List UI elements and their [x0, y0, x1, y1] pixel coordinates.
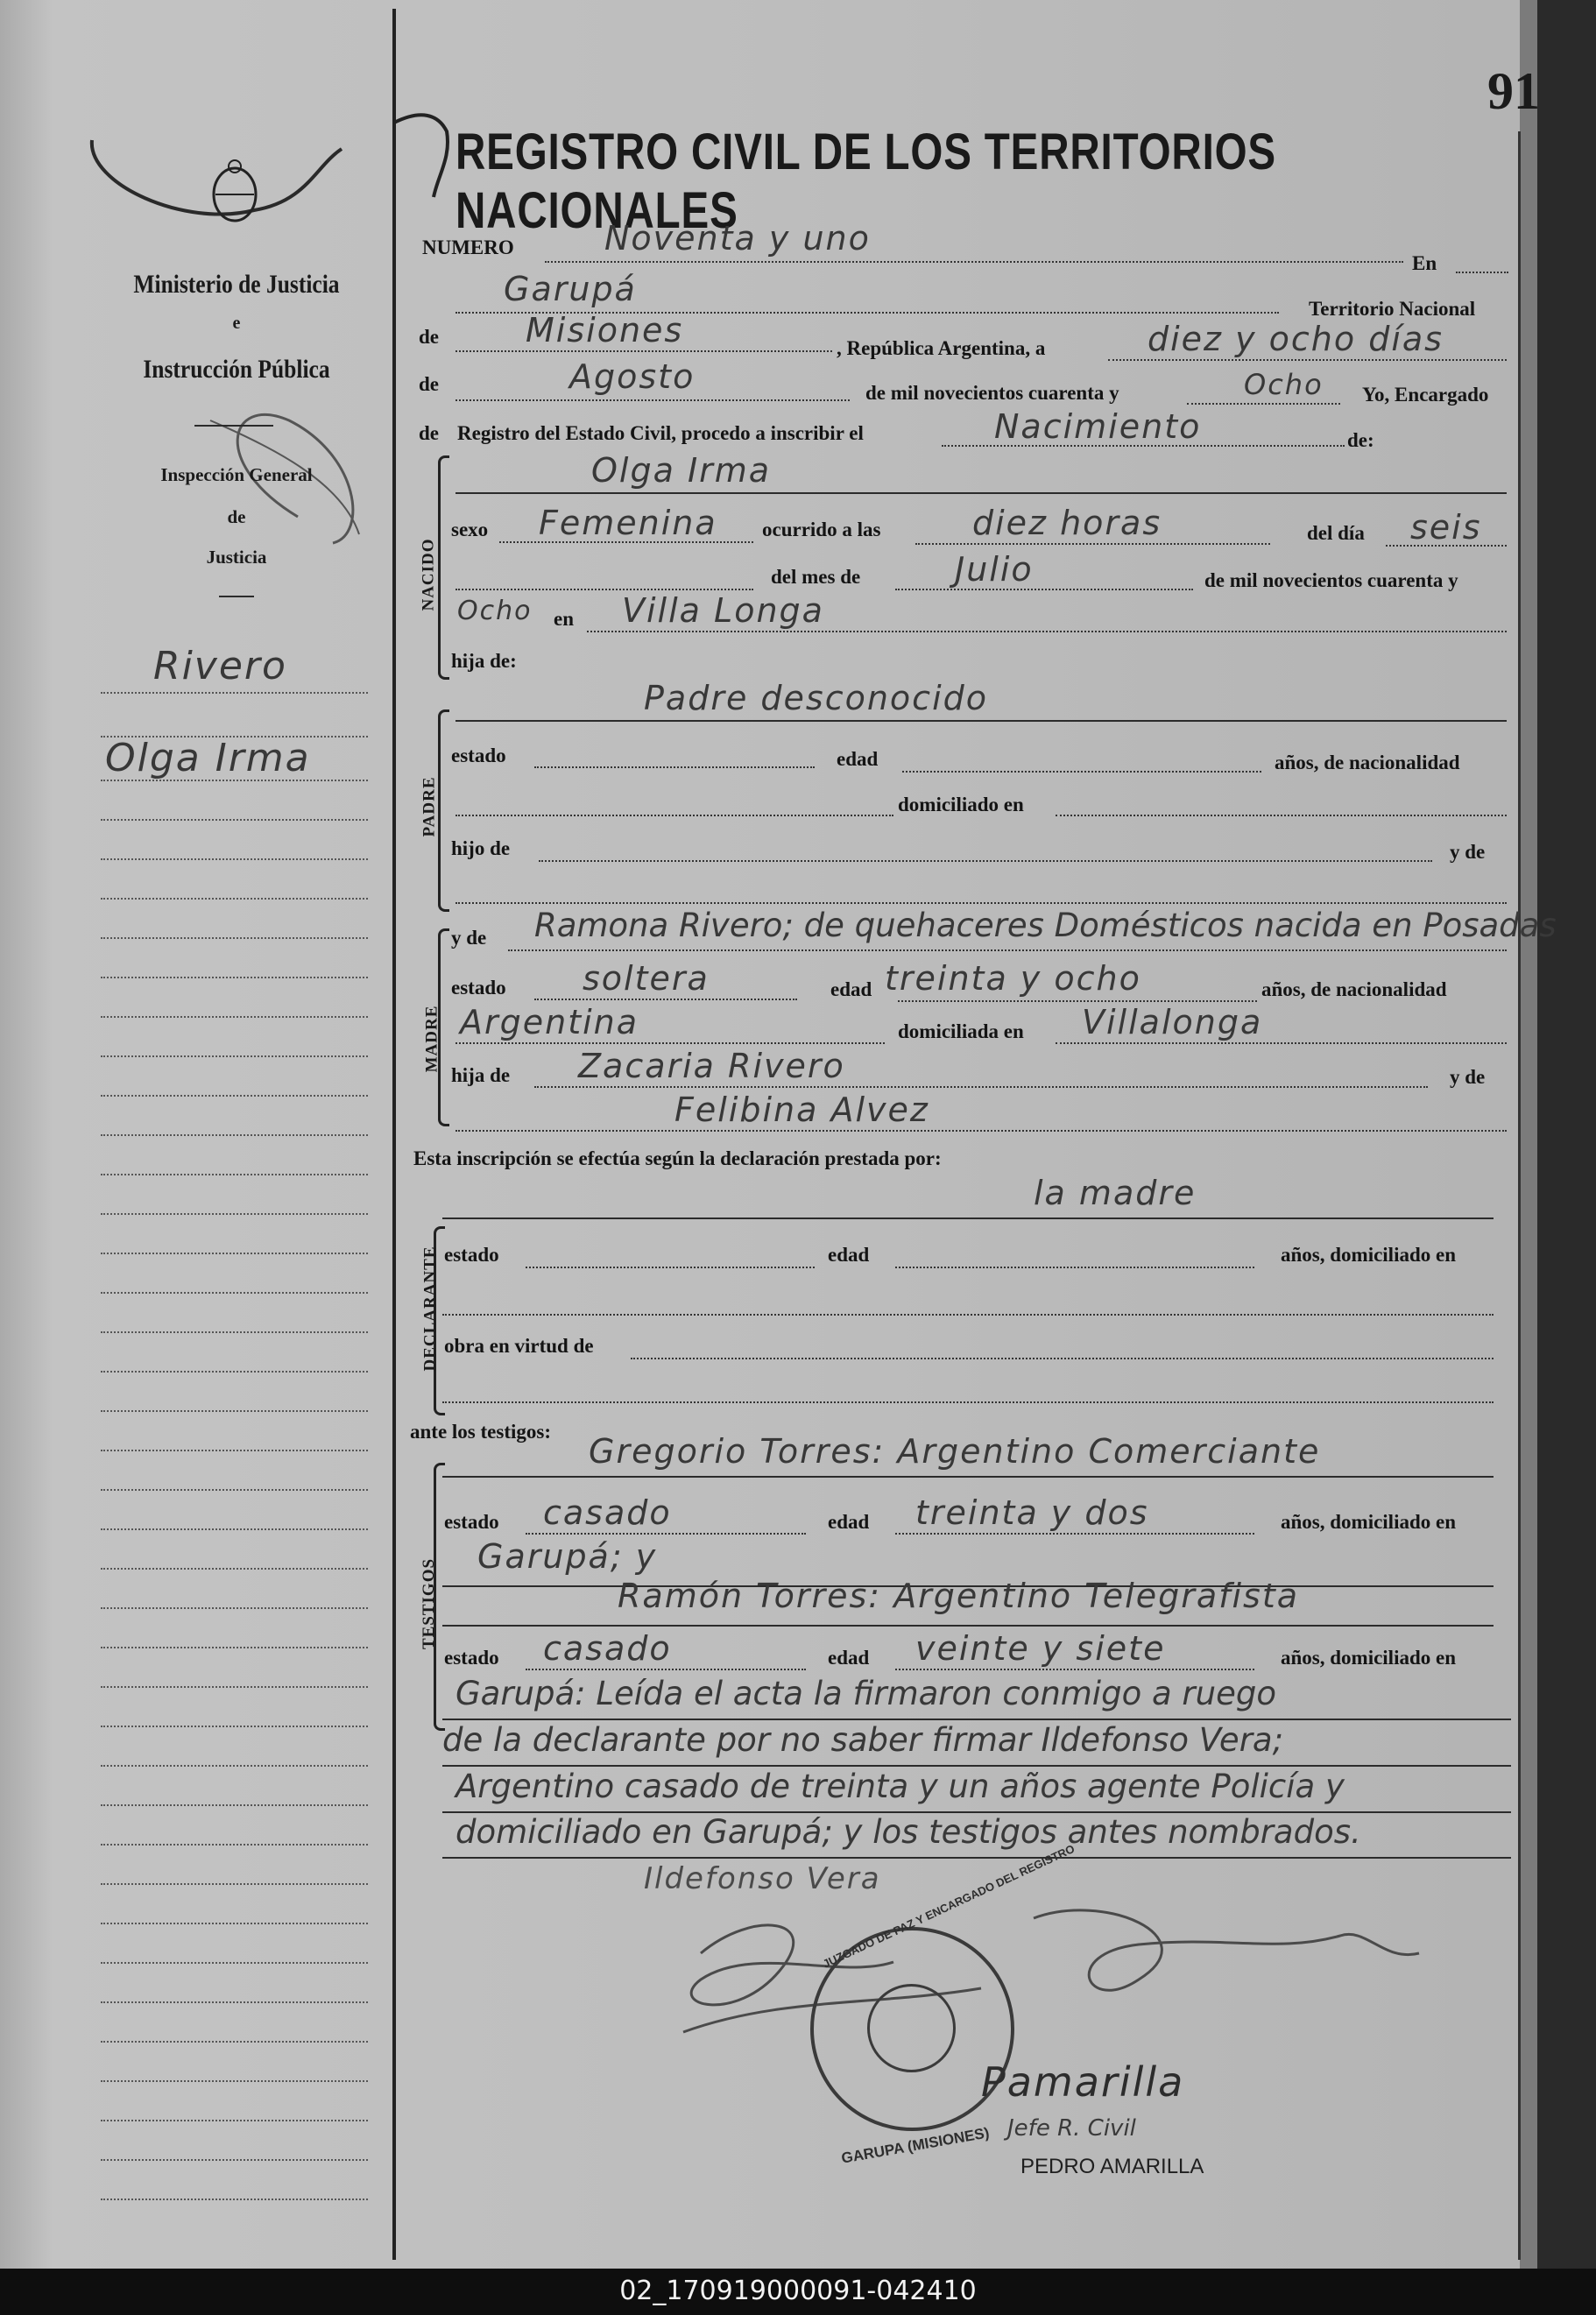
sexo-label: sexo [451, 519, 489, 540]
ministry-line-3: Instrucción Pública [143, 355, 330, 384]
testigo2-value: Ramón Torres: Argentino Telegrafista [618, 1577, 1300, 1615]
closing-line-4: domiciliado en Garupá; y los testigos antes nombrados. [455, 1813, 1361, 1851]
birth-year-label: de mil novecientos cuarenta y [1204, 569, 1458, 591]
de-label-1: de [419, 326, 439, 348]
stamp-place: GARUPA (MISIONES) [840, 2124, 991, 2167]
act-value: Nacimiento [994, 407, 1202, 446]
madre-edad-value: treinta y ocho [885, 959, 1141, 998]
madre-domiciliada-label: domiciliada en [898, 1020, 1024, 1042]
padre-hijo-de-label: hijo de [451, 837, 511, 859]
del-mes-label: del mes de [771, 566, 861, 588]
madre-estado-value: soltera [583, 959, 710, 998]
territory-value: Misiones [526, 311, 684, 349]
testigo2-edad-label: edad [828, 1647, 870, 1669]
padre-edad-label: edad [837, 748, 879, 770]
officer-name: PEDRO AMARILLA [1020, 2155, 1204, 2178]
registro-label: Registro del Estado Civil, procedo a inscribir el [457, 422, 864, 444]
book-spine [1537, 0, 1596, 2269]
sexo-value: Femenina [539, 504, 717, 542]
year-value: Ocho [1244, 368, 1324, 401]
birth-year-value: Ocho [457, 596, 533, 626]
en-label: En [1412, 252, 1437, 274]
testigo1-edad-value: treinta y dos [915, 1493, 1149, 1532]
madre-nacionalidad-label: años, de nacionalidad [1261, 978, 1447, 1000]
declarante-label: DECLARANTE [420, 1246, 440, 1372]
closing-line-2: de la declarante por no saber firmar Ildefonso Vera; [442, 1721, 1284, 1759]
page-number: 91 [1487, 62, 1540, 120]
testigo2-estado-label: estado [444, 1647, 499, 1669]
inspection-line-3: Justicia [206, 547, 267, 568]
madre-value: Ramona Rivero; de quehaceres Domésticos nacida en Posadas [534, 907, 1557, 944]
nacido-brace [438, 455, 449, 680]
declarante-estado-label: estado [444, 1244, 499, 1266]
officer-signature: Pamarilla [981, 2058, 1185, 2106]
month-value: Agosto [569, 357, 696, 396]
margin-hook-stroke [385, 105, 455, 201]
place-value: Garupá [504, 270, 637, 308]
padre-y-de-label: y de [1450, 841, 1486, 863]
inspection-line-1: Inspección General [160, 464, 313, 485]
page-edge [1520, 0, 1537, 2269]
encargado-label: Yo, Encargado [1362, 384, 1489, 406]
birth-day-value: seis [1410, 508, 1482, 547]
padre-estado-label: estado [451, 745, 506, 766]
closing-line-1: Garupá: Leída el acta la firmaron conmigo a ruego [455, 1675, 1276, 1712]
document-title: REGISTRO CIVIL DE LOS TERRITORIOS NACIONALES [455, 124, 1276, 239]
testigo1-edad-label: edad [828, 1511, 870, 1533]
birth-place-value: Villa Longa [622, 591, 824, 630]
year-label: de mil novecientos cuarenta y [865, 382, 1119, 404]
numero-value: Noventa y uno [604, 219, 871, 258]
stamp-text: JUZGADO DE PAZ Y ENCARGADO DEL REGISTRO [820, 1841, 1077, 1971]
en-small-label: en [554, 608, 574, 630]
numero-label: NUMERO [422, 236, 514, 258]
padre-name: Padre desconocido [644, 679, 988, 717]
hour-value: diez horas [972, 504, 1162, 542]
testigo2-estado-value: casado [543, 1629, 672, 1668]
republica-label: , República Argentina, a [837, 337, 1046, 359]
madre-edad-label: edad [830, 978, 872, 1000]
birth-month-value: Julio [955, 550, 1034, 589]
madre-hija-de-label: hija de [451, 1064, 511, 1086]
testigo1-value: Gregorio Torres: Argentino Comerciante [589, 1432, 1321, 1471]
child-name: Olga Irma [591, 451, 772, 490]
declaracion-label: Esta inscripción se efectúa según la declaración prestada por: [413, 1147, 942, 1169]
testigo1-estado-label: estado [444, 1511, 499, 1533]
coat-of-arms-icon [207, 158, 263, 228]
ministry-rule [194, 425, 273, 427]
day-value: diez y ocho días [1148, 320, 1444, 358]
obra-label: obra en virtud de [444, 1335, 594, 1357]
signature-vera: Ildefonso Vera [644, 1861, 881, 1896]
padre-label: PADRE [420, 776, 439, 837]
registro-prefix: de [419, 422, 439, 444]
ministry-line-2: e [232, 314, 241, 333]
margin-surname: Rivero [153, 644, 287, 688]
testigo1-domicilio-value: Garupá; y [477, 1537, 658, 1576]
madre-y-de-label: y de [451, 927, 487, 949]
hija-de-label: hija de: [451, 650, 517, 672]
padre-brace [438, 709, 449, 912]
madre-estado-label: estado [451, 977, 506, 999]
footer-id: 02_170919000091-042410 [619, 2276, 977, 2306]
abuelo-value: Zacaria Rivero [578, 1047, 845, 1085]
testigo2-edad-value: veinte y siete [915, 1629, 1166, 1668]
padre-nacionalidad-label: años, de nacionalidad [1275, 752, 1460, 773]
territorio-label: Territorio Nacional [1309, 298, 1476, 320]
inspection-rule [219, 596, 254, 597]
declarante-value: la madre [1034, 1174, 1197, 1212]
testigos-intro: ante los testigos: [410, 1421, 551, 1443]
testigo1-domiciliado-label: años, domiciliado en [1281, 1511, 1457, 1533]
testigo2-domiciliado-label: años, domiciliado en [1281, 1647, 1457, 1669]
madre-label: MADRE [422, 1005, 441, 1073]
officer-title: Jefe R. Civil [1007, 2115, 1136, 2142]
right-rule [1518, 131, 1521, 2260]
declarante-domiciliado-label: años, domiciliado en [1281, 1244, 1457, 1266]
margin-divider [392, 9, 396, 2260]
margin-given-names: Olga Irma [105, 736, 311, 780]
testigo1-estado-value: casado [543, 1493, 672, 1532]
witness-signatures [648, 1901, 1437, 2058]
ocurrido-label: ocurrido a las [762, 519, 881, 540]
stamp-emblem-icon [867, 1984, 956, 2072]
declarante-edad-label: edad [828, 1244, 870, 1266]
madre-nacionalidad-value: Argentina [460, 1003, 639, 1041]
testigos-label: TESTIGOS [420, 1557, 439, 1650]
madre-domicilio-value: Villalonga [1082, 1003, 1263, 1041]
de-label-2: de [419, 373, 439, 395]
madre-y-de-label-2: y de [1450, 1066, 1486, 1088]
inspection-line-2: de [227, 506, 246, 527]
del-dia-label: del día [1307, 522, 1365, 544]
ministry-line-1: Ministerio de Justicia [133, 270, 340, 299]
closing-line-3: Argentino casado de treinta y un años agente Policía y [455, 1768, 1345, 1805]
de-colon-label: de: [1347, 429, 1374, 451]
padre-domiciliado-label: domiciliado en [898, 794, 1024, 815]
nacido-label: NACIDO [419, 538, 438, 611]
abuela-value: Felibina Alvez [674, 1090, 929, 1129]
